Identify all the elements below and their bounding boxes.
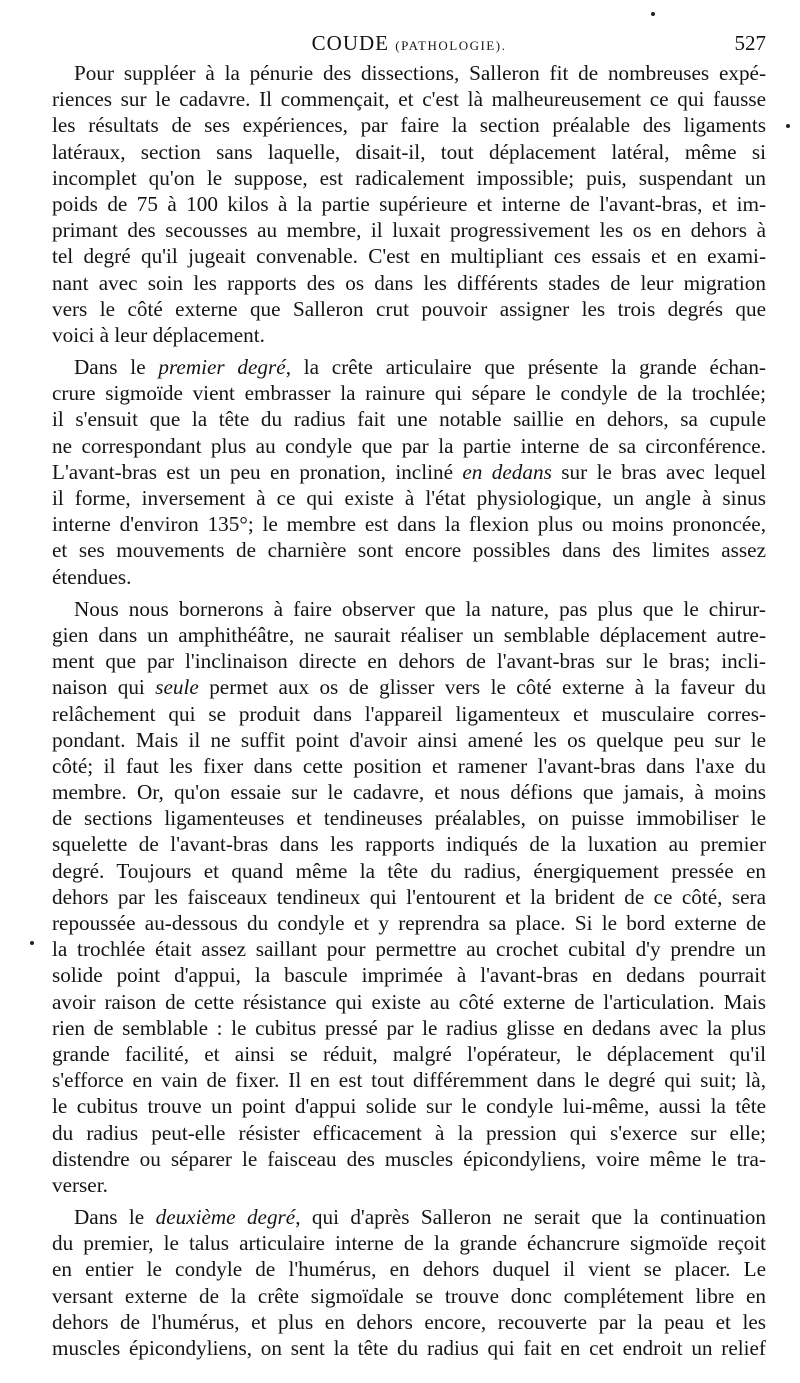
running-title bbox=[52, 26, 766, 63]
text-run: le cubitus trouve un point d'appui solide sur le condyle lui-même, aussi la tête bbox=[52, 1094, 766, 1119]
text-run: verser. bbox=[52, 1172, 108, 1197]
text-line bbox=[52, 701, 766, 727]
italic-term: en dedans bbox=[462, 459, 552, 484]
text-line bbox=[52, 648, 766, 674]
text-line bbox=[52, 354, 766, 380]
italic-term: deuxième degré bbox=[155, 1205, 296, 1230]
text-line bbox=[52, 1204, 766, 1230]
text-run: degré. Toujours et quand même la tête du radius, énergiquement pressée en bbox=[52, 858, 766, 883]
paragraph bbox=[52, 354, 766, 590]
italic-term: seule bbox=[155, 675, 199, 700]
text-run: crure sigmoïde vient embrasser la rainure qui sépare le condyle de la trochlée; bbox=[52, 381, 766, 406]
running-title-subtitle: (PATHOLOGIE). bbox=[395, 38, 507, 53]
text-run: et ses mouvements de charnière sont encore possibles dans des limites assez bbox=[52, 538, 766, 563]
text-run: voici à leur déplacement. bbox=[52, 322, 265, 347]
text-line bbox=[52, 936, 766, 962]
text-line bbox=[52, 674, 766, 700]
text-line bbox=[52, 1015, 766, 1041]
text-run: pondant. Mais il ne suffit point d'avoir ainsi amené les os quelque peu sur le bbox=[52, 727, 766, 752]
text-run: sur le bras avec lequel bbox=[551, 459, 766, 484]
text-line bbox=[52, 433, 766, 459]
text-run: muscles épicondyliens, on sent la tête du radius qui fait en cet endroit un relief bbox=[52, 1336, 766, 1360]
text-line bbox=[52, 112, 766, 138]
text-line bbox=[52, 1256, 766, 1282]
body-text bbox=[52, 60, 766, 1367]
text-run: avoir raison de cette résistance qui existe au côté externe de l'articulation. Mais bbox=[52, 989, 766, 1014]
text-line bbox=[52, 1335, 766, 1361]
text-line bbox=[52, 139, 766, 165]
text-line bbox=[52, 727, 766, 753]
text-line bbox=[52, 1146, 766, 1172]
print-speck bbox=[786, 124, 790, 128]
text-line bbox=[52, 596, 766, 622]
text-run: il s'ensuit que la tête du radius fait une notable saillie en dehors, sa cupule bbox=[52, 407, 766, 432]
text-run: côté; il faut les fixer dans cette position et ramener l'avant-bras dans l'axe du bbox=[52, 753, 766, 778]
text-run: s'efforce en vain de fixer. Il en est tout différemment dans le degré qui suit; là, bbox=[52, 1068, 766, 1093]
running-head bbox=[52, 26, 766, 60]
text-line bbox=[52, 962, 766, 988]
text-line bbox=[52, 322, 766, 348]
text-run: dehors par les faisceaux tendineux qui l'entourent et la brident de ce côté, sera bbox=[52, 884, 766, 909]
text-line bbox=[52, 753, 766, 779]
text-line bbox=[52, 989, 766, 1015]
text-run: repoussée au-dessous du condyle et y reprendra sa place. Si le bord externe de bbox=[52, 911, 766, 935]
text-line bbox=[52, 1230, 766, 1256]
text-run: relâchement qui se produit dans l'appareil ligamenteux et musculaire corres- bbox=[52, 701, 766, 726]
text-line bbox=[52, 243, 766, 269]
text-line bbox=[52, 459, 766, 485]
page-number: 527 bbox=[734, 31, 766, 55]
text-run: latéraux, section sans laquelle, disait-il, tout déplacement latéral, même si bbox=[52, 139, 766, 164]
text-run: solide point d'appui, la bascule imprimée à l'avant-bras en dedans pourrait bbox=[52, 963, 766, 988]
text-run: grande facilité, et ainsi se réduit, malgré l'opérateur, le déplacement qu'il bbox=[52, 1041, 766, 1066]
text-line bbox=[52, 485, 766, 511]
text-line bbox=[52, 1093, 766, 1119]
text-run: membre. Or, qu'on essaie sur le cadavre, et nous défions que jamais, à moins bbox=[52, 780, 766, 805]
text-line bbox=[52, 380, 766, 406]
text-line bbox=[52, 910, 766, 936]
text-line bbox=[52, 217, 766, 243]
text-line bbox=[52, 537, 766, 563]
text-line bbox=[52, 296, 766, 322]
text-run: primant des secousses au membre, il luxait progressivement les os en dehors à bbox=[52, 218, 766, 243]
running-title-main: COUDE bbox=[311, 31, 389, 55]
text-line bbox=[52, 511, 766, 537]
text-line bbox=[52, 165, 766, 191]
text-run: vers le côté externe que Salleron crut pouvoir assigner les trois degrés que bbox=[52, 296, 766, 321]
text-run: , qui d'après Salleron ne serait que la continuation bbox=[295, 1205, 766, 1230]
text-run: Nous nous bornerons à faire observer que la nature, pas plus que le chirur- bbox=[74, 596, 766, 621]
text-run: L'avant-bras est un peu en pronation, incliné bbox=[52, 459, 463, 484]
text-run: poids de 75 à 100 kilos à la partie supérieure et interne de l'avant-bras, et im- bbox=[52, 191, 766, 216]
text-run: versant externe de la crête sigmoïdale se trouve donc complétement libre en bbox=[52, 1283, 766, 1308]
print-speck bbox=[651, 12, 655, 16]
text-line bbox=[52, 270, 766, 296]
text-line bbox=[52, 1309, 766, 1335]
text-line bbox=[52, 884, 766, 910]
text-run: rien de semblable : le cubitus pressé par le radius glisse en dedans avec la plus bbox=[52, 1015, 766, 1040]
text-run: dehors de l'humérus, et plus en dehors encore, recouverte par la peau et les bbox=[52, 1309, 766, 1334]
text-line bbox=[52, 805, 766, 831]
text-line bbox=[52, 779, 766, 805]
text-line bbox=[52, 1172, 766, 1198]
paragraph bbox=[52, 596, 766, 1198]
italic-term: premier degré bbox=[158, 355, 286, 380]
text-run: de sections ligamenteuses et tendineuses préalables, on puisse immobiliser le bbox=[52, 806, 766, 831]
text-run: nant avec soin les rapports des os dans les différents stades de leur migration bbox=[52, 270, 766, 295]
text-line bbox=[52, 60, 766, 86]
text-line bbox=[52, 1067, 766, 1093]
text-line bbox=[52, 622, 766, 648]
text-run: la trochlée était assez saillant pour permettre au crochet cubital d'y prendre un bbox=[52, 937, 766, 962]
text-line bbox=[52, 564, 766, 590]
text-run: riences sur le cadavre. Il commençait, et c'est là malheureusement ce qui fausse bbox=[52, 87, 766, 112]
text-line bbox=[52, 191, 766, 217]
text-run: les résultats de ses expériences, par faire la section préalable des ligaments bbox=[52, 113, 766, 138]
paragraph bbox=[52, 60, 766, 348]
text-run: gien dans un amphithéâtre, ne saurait réaliser un semblable déplacement autre- bbox=[52, 622, 766, 647]
text-run: tel degré qu'il jugeait convenable. C'est en multipliant ces essais et en exami- bbox=[52, 244, 766, 269]
text-line bbox=[52, 831, 766, 857]
text-run: du premier, le talus articulaire interne de la grande échancrure sigmoïde reçoit bbox=[52, 1231, 766, 1256]
text-run: en entier le condyle de l'humérus, en dehors duquel il vient se placer. Le bbox=[52, 1257, 766, 1282]
text-run: permet aux os de glisser vers le côté externe à la faveur du bbox=[198, 675, 766, 700]
text-line bbox=[52, 86, 766, 112]
text-run: Dans le bbox=[74, 355, 159, 380]
text-run: étendues. bbox=[52, 564, 132, 589]
text-line bbox=[52, 1041, 766, 1067]
text-line bbox=[52, 406, 766, 432]
paragraph bbox=[52, 1204, 766, 1361]
text-run: ne correspondant plus au condyle que par la partie interne de sa circonférence. bbox=[52, 433, 766, 458]
text-run: , la crête articulaire que présente la grande échan- bbox=[285, 355, 766, 380]
text-run: squelette de l'avant-bras dans les rapports indiqués de la luxation au premier bbox=[52, 832, 766, 857]
text-run: naison qui bbox=[52, 675, 156, 700]
text-line bbox=[52, 1283, 766, 1309]
text-run: incomplet qu'on le suppose, est radicalement impossible; puis, suspendant un bbox=[52, 165, 766, 190]
print-speck bbox=[30, 941, 34, 945]
text-line bbox=[52, 1120, 766, 1146]
text-run: il forme, inversement à ce qui existe à l'état physiologique, un angle à sinus bbox=[52, 486, 766, 510]
text-run: Dans le bbox=[74, 1205, 156, 1230]
text-run: distendre ou séparer le faisceau des muscles épicondyliens, voire même le tra- bbox=[52, 1146, 766, 1171]
text-run: interne d'environ 135°; le membre est dans la flexion plus ou moins prononcée, bbox=[52, 512, 766, 537]
text-run: Pour suppléer à la pénurie des dissections, Salleron fit de nombreuses expé- bbox=[74, 61, 766, 85]
text-run: du radius peut-elle résister efficacement à la pression qui s'exerce sur elle; bbox=[52, 1120, 766, 1145]
text-line bbox=[52, 858, 766, 884]
text-run: ment que par l'inclinaison directe en dehors de l'avant-bras sur le bras; incli- bbox=[52, 649, 766, 674]
